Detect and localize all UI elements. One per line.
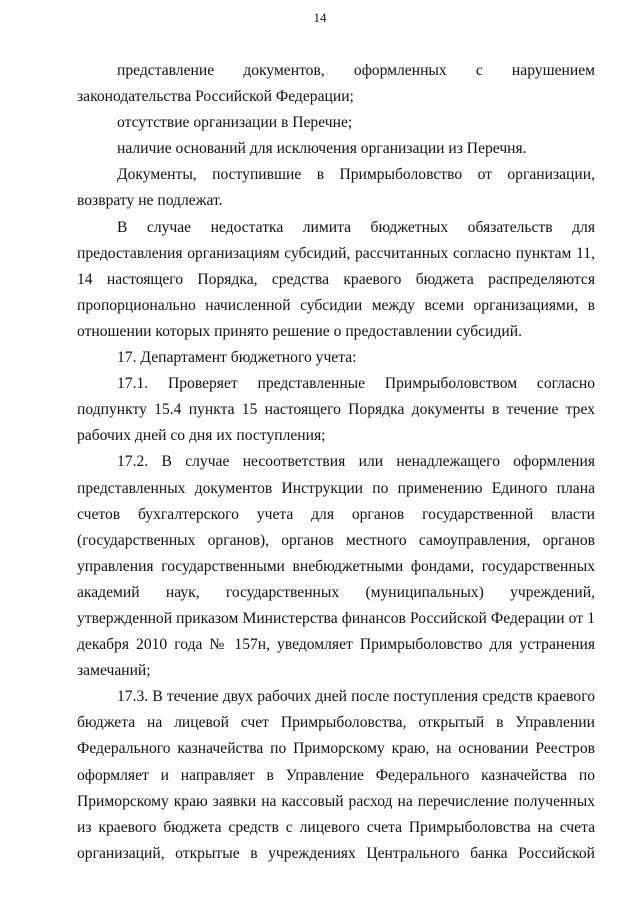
document-body xyxy=(77,58,595,867)
paragraph: Документы, поступившие в Примрыболовство от организации, возврату не подлежат. xyxy=(77,166,595,210)
paragraph: В случае недостатка лимита бюджетных обязательств для предоставления организациям субсидий, рассчитанных согласно пунктам 11, 14 настоящего Порядка, средства краевого бюджета распределяются пропорционально начисленной субсидии между всеми организациями, в отношении которых принято решение о предоставлении субсидий. xyxy=(77,218,595,340)
paragraph: 17. Департамент бюджетного учета: xyxy=(117,349,357,367)
paragraph: 17.2. В случае несоответствия или ненадлежащего оформления представленных документов Инструкции по применению Единого плана счетов бухгалтерского учета для органов государственной власти (государственных органов), органов местного самоуправления, органов управления государственными внебюджетными фондами, государственных академий наук, государственных (муниципальных) учреждений, утвержденной приказом Министерства финансов Российской Федерации от 1 декабря 2010 года № 157н, уведомляет Примрыболовство для устранения замечаний; xyxy=(77,453,595,680)
paragraph: 17.1. Проверяет представленные Примрыболовством согласно подпункту 15.4 пункта 15 настоящего Порядка документы в течение трех рабочих дней со дня их поступления; xyxy=(77,375,595,445)
paragraph: 17.3. В течение двух рабочих дней после поступления средств краевого бюджета на лицевой счет Примрыболовства, открытый в Управлении Федерального казначейства по Приморскому краю, на основании Реестров оформляет и направляет в Управление Федерального казначейства по Приморскому краю заявки на кассовый расход на перечисление полученных из краевого бюджета средств с лицевого счета Примрыболовства на счета организаций, открытые в учреждениях Центрального банка Российской xyxy=(77,688,595,862)
page-number: 14 xyxy=(313,10,327,25)
paragraph: представление документов, оформленных с нарушением законодательства Российской Федерации; xyxy=(77,62,595,106)
paragraph: отсутствие организации в Перечне; xyxy=(117,114,353,132)
paragraph: наличие оснований для исключения организации из Перечня. xyxy=(117,140,527,158)
